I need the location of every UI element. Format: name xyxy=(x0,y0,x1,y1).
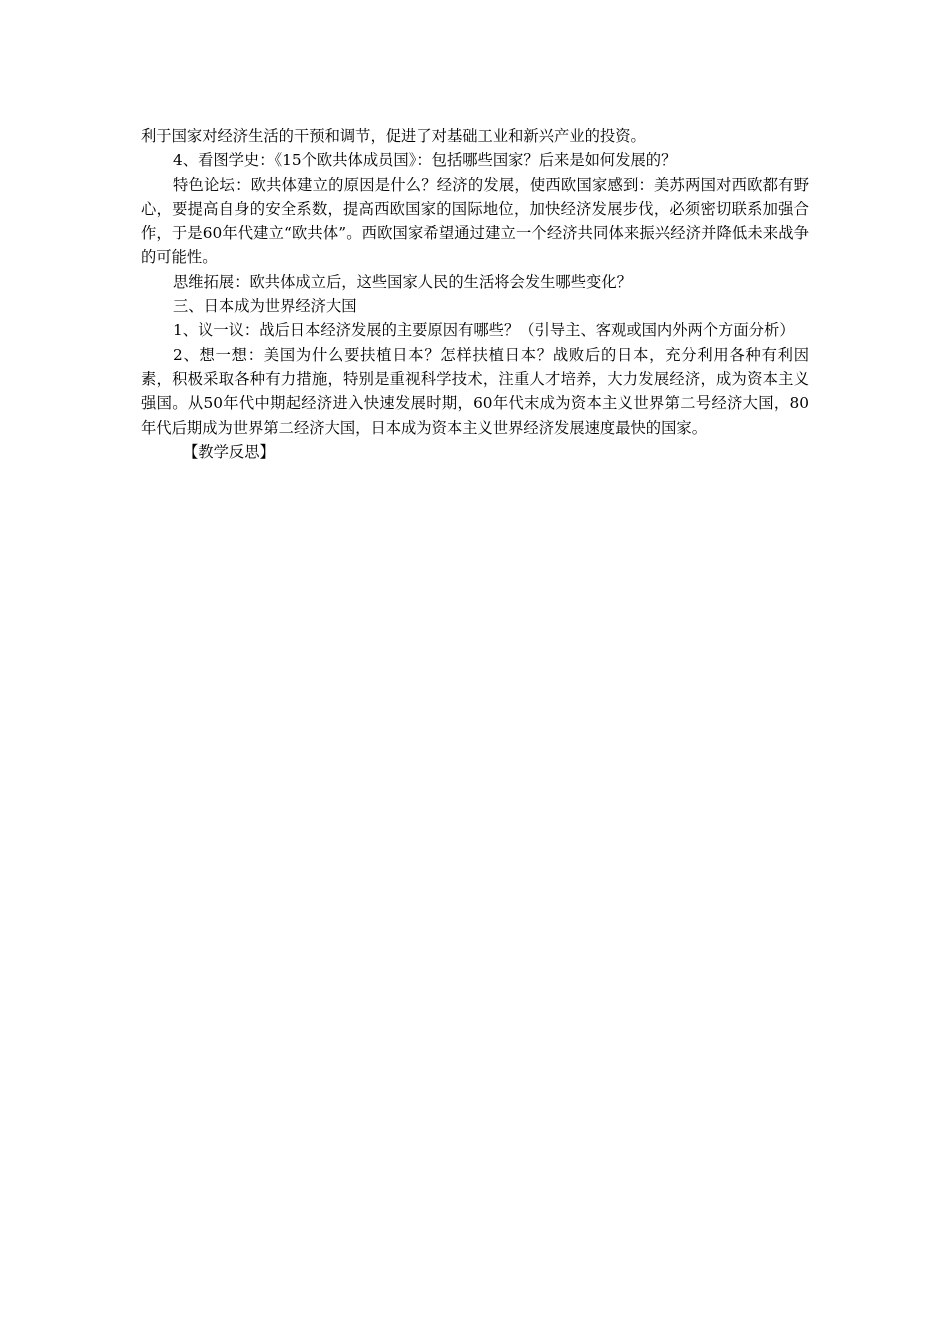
section-heading-japan: 三、日本成为世界经济大国 xyxy=(173,297,357,316)
paragraph-view-map-history: 4、看图学史：《15个欧共体成员国》：包括哪些国家？后来是如何发展的？ xyxy=(173,151,677,170)
paragraph-continuation: 利于国家对经济生活的干预和调节，促进了对基础工业和新兴产业的投资。 xyxy=(141,127,646,145)
paragraph-thinking-extension: 思维拓展：欧共体成立后，这些国家人民的生活将会发生哪些变化？ xyxy=(173,272,632,291)
teaching-reflection-heading: 【教学反思】 xyxy=(183,442,275,461)
document-body xyxy=(141,124,809,464)
paragraph-discussion: 1、议一议：战后日本经济发展的主要原因有哪些？（引导主、客观或国内外两个方面分析） xyxy=(173,321,795,340)
paragraph-think-about: 2、想一想：美国为什么要扶植日本？怎样扶植日本？战败后的日本，充分利用各种有利因素，积极采取各种有力措施，特别是重视科学技术，注重人才培养，大力发展经济，成为资本主义强国。从50年代中期起经济进入快速发展时期，60年代末成为资本主义世界第二号经济大国，80年代后期成为世界第二经济大国，日本成为资本主义世界经济发展速度最快的国家。 xyxy=(141,345,809,437)
paragraph-feature-forum: 特色论坛：欧共体建立的原因是什么？经济的发展，使西欧国家感到：美苏两国对西欧都有野心，要提高自身的安全系数，提高西欧国家的国际地位，加快经济发展步伐，必须密切联系加强合作，于是60年代建立“欧共体”。西欧国家希望通过建立一个经济共同体来振兴经济并降低未来战争的可能性。 xyxy=(141,175,809,267)
